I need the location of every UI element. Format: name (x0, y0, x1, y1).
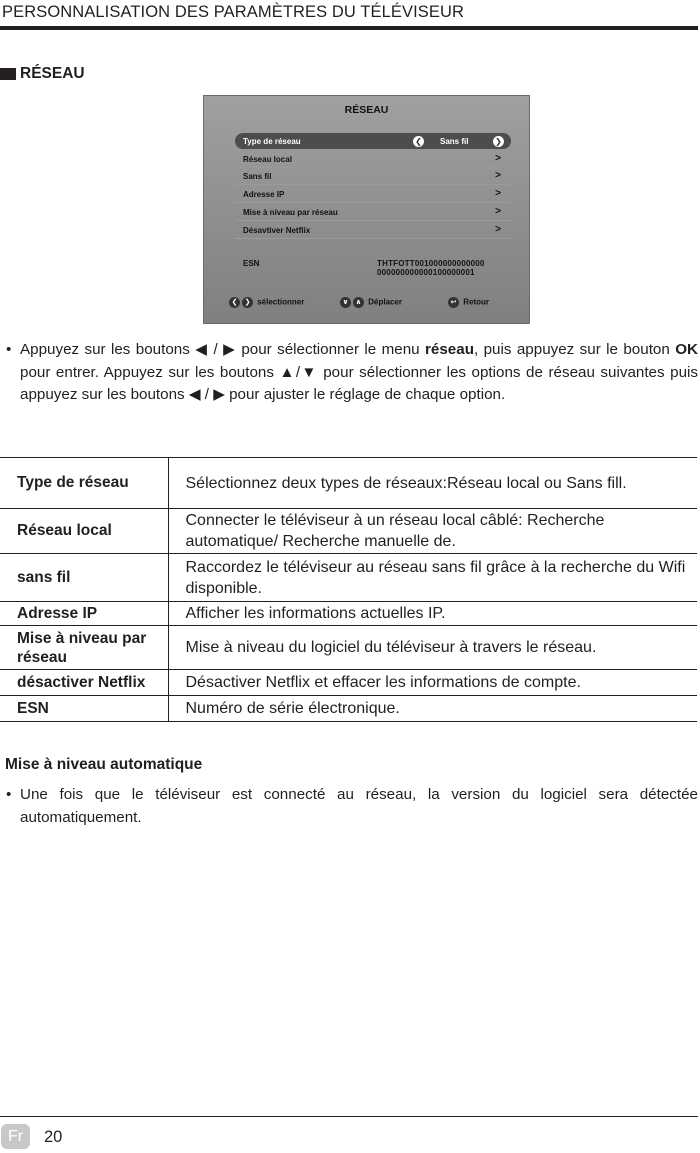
intro-paragraph (6, 339, 698, 407)
tv-footer-back-label: Retour (463, 297, 490, 307)
chevron-right-icon: > (495, 206, 501, 217)
tv-menu-row-network-type (235, 133, 511, 149)
page-number: 20 (44, 1128, 63, 1146)
tv-menu-separator (235, 238, 511, 239)
intro-text-part: pour entrer. Appuyez sur les boutons ▲/▼ pour sélectionner les options de réseau suivantes puis appuyez sur les boutons ◀ / ▶ pour ajuster le réglage de chaque option. (20, 363, 698, 403)
table-row (0, 602, 697, 626)
option-name: Mise à niveau par réseau (0, 626, 168, 670)
option-desc: Raccordez le téléviseur au réseau sans fil grâce à la recherche du Wifi disponible. (185, 558, 686, 597)
tv-footer-move-label: Déplacer (368, 297, 403, 307)
chevron-up-icon: ∧ (353, 297, 364, 308)
intro-text-part: , puis appuyez sur le bouton (473, 341, 676, 358)
option-desc: Connecter le téléviseur à un réseau local câblé: Recherche automatique/ Recherche manuelle de. (185, 512, 605, 550)
option-desc: Désactiver Netflix et effacer les informations de compte. (185, 674, 581, 691)
footer-rule (0, 1116, 698, 1117)
chevron-right-icon: > (495, 153, 501, 164)
chevron-right-icon: > (495, 224, 501, 235)
tv-menu-separator (235, 202, 511, 203)
tv-menu-row-label: Adresse IP (243, 190, 285, 199)
tv-menu-row-label: Type de réseau (243, 137, 301, 146)
tv-menu-screenshot (203, 95, 530, 324)
option-desc: Mise à niveau du logiciel du téléviseur à travers le réseau. (185, 639, 597, 656)
back-icon: ↩ (448, 297, 459, 308)
tv-menu-esn-line2: 000000000000100000001 (377, 268, 475, 277)
language-badge: Fr (1, 1124, 30, 1149)
tv-menu-esn-value (377, 259, 485, 277)
table-row (0, 626, 697, 670)
bullet: • (6, 786, 12, 803)
table-row (0, 458, 697, 509)
intro-bold-ok: OK (675, 341, 698, 358)
chevron-right-icon: > (495, 188, 501, 199)
table-row (0, 696, 697, 722)
intro-bold-network: réseau (425, 341, 474, 358)
page-header-title: PERSONNALISATION DES PARAMÈTRES DU TÉLÉVISEUR (2, 3, 465, 21)
auto-update-paragraph (6, 784, 698, 829)
section-title: RÉSEAU (20, 65, 85, 82)
tv-menu-row-local-network (235, 151, 511, 167)
option-name: Réseau local (0, 509, 168, 554)
bullet: • (6, 341, 12, 358)
tv-menu-row-ip-address (235, 186, 511, 202)
intro-text (20, 339, 698, 407)
option-desc: Numéro de série électronique. (185, 700, 400, 717)
table-row (0, 554, 697, 602)
tv-menu-title: RÉSEAU (344, 104, 389, 116)
tv-menu-row-network-update (235, 204, 511, 220)
tv-menu-separator (235, 184, 511, 185)
option-name: désactiver Netflix (0, 670, 168, 696)
chevron-down-icon: ∨ (340, 297, 351, 308)
auto-update-heading: Mise à niveau automatique (5, 756, 203, 773)
tv-menu-row-wireless (235, 168, 511, 184)
tv-footer-move (340, 297, 402, 308)
tv-menu-footer (204, 293, 529, 311)
auto-update-text: Une fois que le téléviseur est connecté au réseau, la version du logiciel sera détectée automatiquement. (20, 786, 698, 826)
tv-menu-row-label: Désavtiver Netflix (243, 226, 311, 235)
chevron-right-icon: ❯ (242, 297, 253, 308)
tv-footer-select (229, 297, 304, 308)
tv-menu-esn-line1: THTFOTT001000000000000 (377, 259, 485, 268)
option-desc: Afficher les informations actuelles IP. (185, 605, 446, 622)
table-row (0, 670, 697, 696)
chevron-right-icon: ❯ (493, 136, 504, 147)
header-rule (0, 26, 698, 30)
tv-menu-row-label: Mise à niveau par réseau (243, 208, 338, 217)
page-header (0, 0, 700, 32)
option-desc: Sélectionnez deux types de réseaux:Réseau local ou Sans fill. (185, 474, 627, 492)
intro-text-part: Appuyez sur les boutons ◀ / ▶ pour sélectionner le menu (20, 341, 425, 358)
tv-menu-row-value: Sans fil (440, 137, 469, 146)
tv-footer-select-label: sélectionner (257, 297, 305, 307)
section-square-icon (0, 68, 16, 80)
chevron-left-icon: ❮ (413, 136, 424, 147)
option-name: sans fil (0, 554, 168, 602)
tv-menu-esn-label: ESN (243, 259, 260, 268)
section-heading (0, 64, 85, 84)
option-name: Adresse IP (0, 602, 168, 626)
tv-menu-row-label: Sans fil (243, 172, 272, 181)
tv-menu-row-deactivate-netflix (235, 222, 511, 238)
option-name: ESN (0, 696, 168, 722)
tv-footer-back (448, 297, 489, 308)
chevron-left-icon: ❮ (229, 297, 240, 308)
option-name: Type de réseau (0, 458, 168, 509)
options-table (0, 457, 697, 722)
tv-menu-separator (235, 220, 511, 221)
chevron-right-icon: > (495, 170, 501, 181)
tv-menu-row-label: Réseau local (243, 155, 292, 164)
table-row (0, 509, 697, 554)
